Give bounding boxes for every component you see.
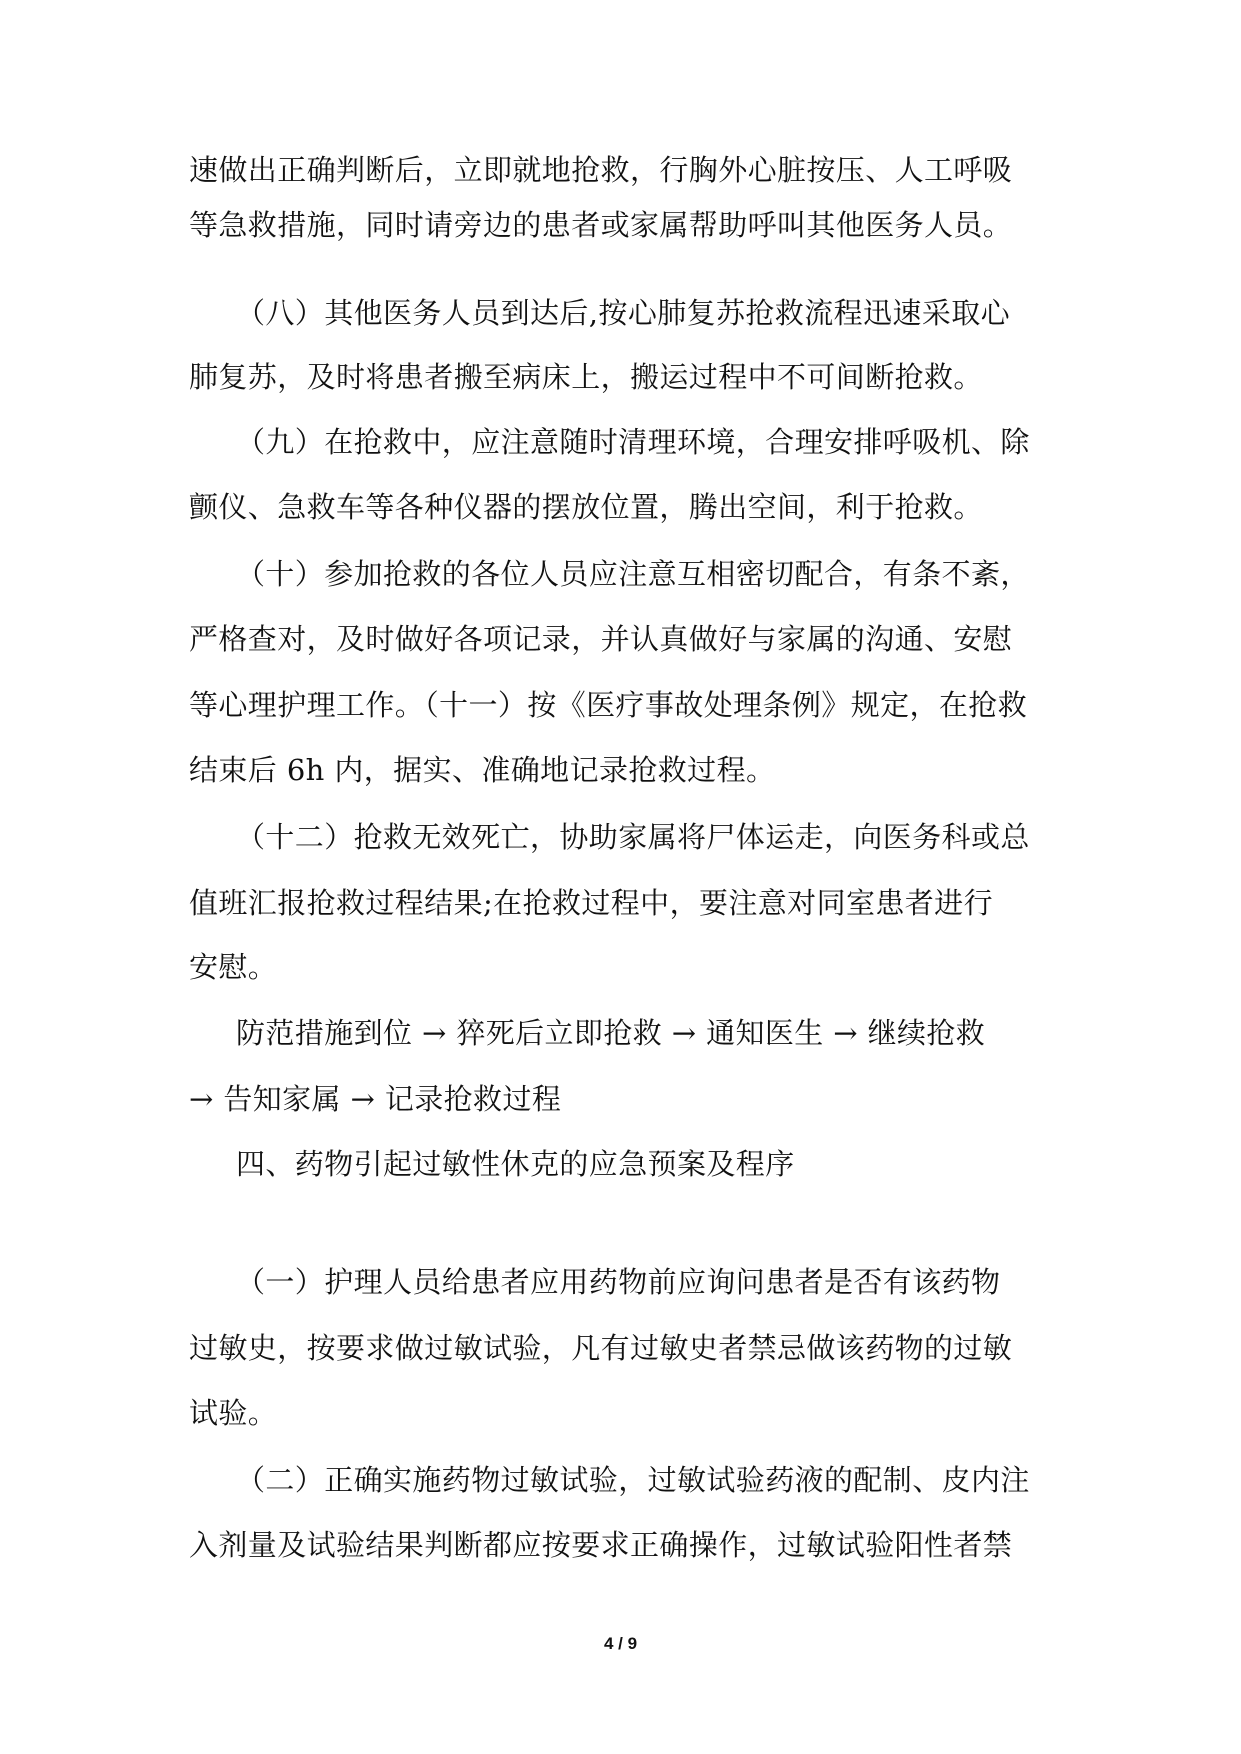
paragraph-line: （二）正确实施药物过敏试验，过敏试验药液的配制、皮内注 [236, 1463, 1030, 1497]
paragraph-line: （一）护理人员给患者应用药物前应询问患者是否有该药物 [236, 1265, 1001, 1299]
paragraph-line: 等急救措施，同时请旁边的患者或家属帮助呼叫其他医务人员。 [189, 208, 1013, 242]
paragraph-line: 过敏史，按要求做过敏试验，凡有过敏史者禁忌做该药物的过敏 [189, 1331, 1013, 1365]
paragraph-line: （九）在抢救中，应注意随时清理环境，合理安排呼吸机、除 [236, 425, 1030, 459]
paragraph-line: （十二）抢救无效死亡，协助家属将尸体运走，向医务科或总 [236, 820, 1030, 854]
paragraph-line: （八）其他医务人员到达后,按心肺复苏抢救流程迅速采取心 [236, 296, 1011, 330]
page-number: 4 / 9 [603, 1634, 638, 1653]
paragraph-line: 严格查对，及时做好各项记录，并认真做好与家属的沟通、安慰 [189, 622, 1013, 656]
paragraph-line: 值班汇报抢救过程结果;在抢救过程中，要注意对同室患者进行 [189, 886, 993, 920]
paragraph-line: 结束后 6h 内，据实、准确地记录抢救过程。 [189, 753, 776, 787]
paragraph-line: 颤仪、急救车等各种仪器的摆放位置，腾出空间，利于抢救。 [189, 490, 983, 524]
paragraph-line: 肺复苏，及时将患者搬至病床上，搬运过程中不可间断抢救。 [189, 360, 983, 394]
paragraph-line: 入剂量及试验结果判断都应按要求正确操作，过敏试验阳性者禁 [189, 1528, 1013, 1562]
paragraph-line: 安慰。 [189, 950, 278, 984]
paragraph-line: 等心理护理工作。（十一）按《医疗事故处理条例》规定，在抢救 [189, 688, 1028, 722]
flow-line: 防范措施到位 → 猝死后立即抢救 → 通知医生 → 继续抢救 [236, 1016, 986, 1050]
paragraph-line: （十）参加抢救的各位人员应注意互相密切配合，有条不紊， [236, 557, 1030, 591]
paragraph-line: 速做出正确判断后，立即就地抢救，行胸外心脏按压、人工呼吸 [189, 153, 1013, 187]
section-heading: 四、药物引起过敏性休克的应急预案及程序 [236, 1147, 795, 1181]
flow-line: → 告知家属 → 记录抢救过程 [189, 1082, 562, 1116]
paragraph-line: 试验。 [189, 1396, 278, 1430]
